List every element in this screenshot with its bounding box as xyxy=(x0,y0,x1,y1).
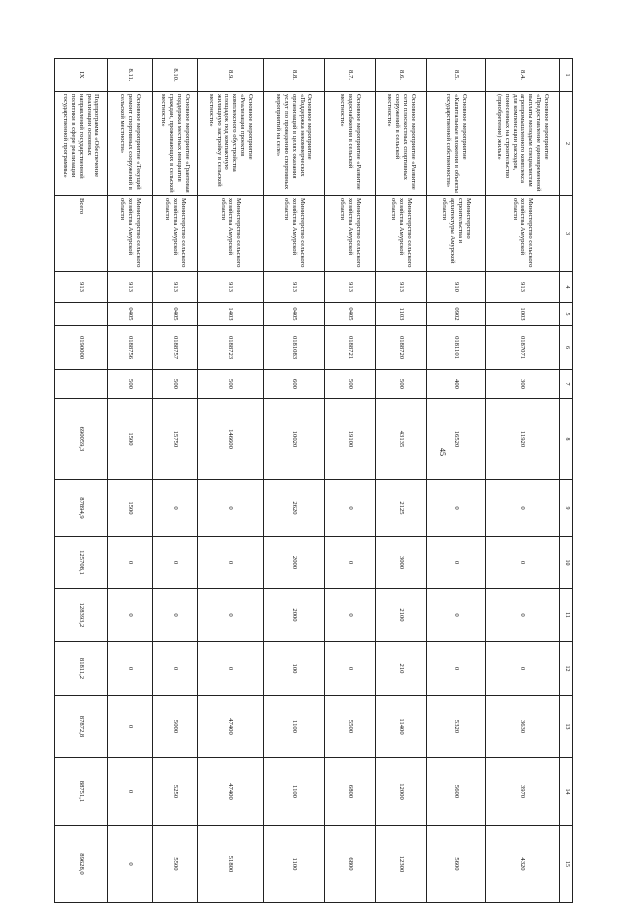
cell: 0 xyxy=(198,480,264,537)
cell: 0181101 xyxy=(427,326,486,370)
cell: 88751,1 xyxy=(55,758,108,826)
measure-name: Основное мероприятие «Капитальные вложения в объекты государственной собственности» xyxy=(427,92,486,196)
cell: 500 xyxy=(376,370,427,399)
cell: 500 xyxy=(108,370,153,399)
executor: Министерство сельского хозяйства Амурской области xyxy=(153,196,198,272)
cell: 913 xyxy=(55,272,108,303)
cell: 10020 xyxy=(264,399,325,480)
cell: 87872,8 xyxy=(55,696,108,758)
executor: Министерство строительства и архитектуры Амурской области xyxy=(427,196,486,272)
cell: 0405 xyxy=(153,303,198,326)
cell: 0 xyxy=(486,537,560,589)
column-number: 10 xyxy=(560,537,573,589)
cell: 0405 xyxy=(108,303,153,326)
measure-name: Основное мероприятие «Грантовая поддержка местных инициатив граждан, проживающих в сельской местности» xyxy=(153,92,198,196)
cell: 1100 xyxy=(264,758,325,826)
cell: 0 xyxy=(108,589,153,642)
cell: 0188721 xyxy=(325,326,376,370)
column-number-row xyxy=(560,59,573,903)
cell: 0181083 xyxy=(264,326,325,370)
cell: 0 xyxy=(427,642,486,696)
cell: 1103 xyxy=(376,303,427,326)
row-number: 8.10. xyxy=(153,59,198,92)
executor: Министерство сельского хозяйства Амурской области xyxy=(486,196,560,272)
cell: 100 xyxy=(264,642,325,696)
cell: 47400 xyxy=(198,696,264,758)
table-row xyxy=(486,59,560,903)
column-number: 8 xyxy=(560,399,573,480)
cell: 400 xyxy=(427,370,486,399)
cell: 913 xyxy=(264,272,325,303)
cell: 913 xyxy=(325,272,376,303)
column-number: 12 xyxy=(560,642,573,696)
table-row xyxy=(153,59,198,903)
cell: 2100 xyxy=(376,589,427,642)
cell: 0 xyxy=(198,589,264,642)
cell: 0 xyxy=(325,480,376,537)
column-number: 15 xyxy=(560,826,573,903)
cell: 500 xyxy=(198,370,264,399)
cell: 0188756 xyxy=(108,326,153,370)
cell: 4320 xyxy=(486,826,560,903)
executor: Министерство сельского хозяйства Амурской области xyxy=(376,196,427,272)
column-number: 7 xyxy=(560,370,573,399)
budget-table xyxy=(54,58,573,903)
column-number: 6 xyxy=(560,326,573,370)
cell: 0 xyxy=(325,537,376,589)
cell xyxy=(55,370,108,399)
row-number: IX xyxy=(55,59,108,92)
cell: 0 xyxy=(108,826,153,903)
measure-name: Основное мероприятие «Предоставление единовременной выплаты молодым специалистам агропромышленного комплекса для компенсации расходов, понесенных на строительство (приобретение) жилья» xyxy=(486,92,560,196)
cell: 0 xyxy=(153,537,198,589)
cell: 6800 xyxy=(325,826,376,903)
measure-name: Основное мероприятие «Реализация проектов комплексного обустройства площадок под компактную жилищную застройку в сельской местности» xyxy=(198,92,264,196)
cell: 1500 xyxy=(108,399,153,480)
cell: 0 xyxy=(325,642,376,696)
cell: 0188723 xyxy=(198,326,264,370)
executor: Всего xyxy=(55,196,108,272)
cell: 0 xyxy=(198,537,264,589)
cell: 600 xyxy=(264,370,325,399)
table-row xyxy=(108,59,153,903)
cell: 913 xyxy=(198,272,264,303)
cell: 81811,2 xyxy=(55,642,108,696)
cell: 1500 xyxy=(108,480,153,537)
row-number: 8.7. xyxy=(325,59,376,92)
cell: 0 xyxy=(486,480,560,537)
row-number: 8.11. xyxy=(108,59,153,92)
column-number: 1 xyxy=(560,59,573,92)
cell: 910 xyxy=(427,272,486,303)
cell: 47400 xyxy=(198,758,264,826)
cell: 0902 xyxy=(427,303,486,326)
cell: 5500 xyxy=(325,696,376,758)
table-row xyxy=(55,59,108,903)
cell: 2125 xyxy=(376,480,427,537)
cell: 0190000 xyxy=(55,326,108,370)
cell: 5320 xyxy=(427,696,486,758)
cell: 87894,9 xyxy=(55,480,108,537)
column-number: 2 xyxy=(560,92,573,196)
cell: 125708,1 xyxy=(55,537,108,589)
cell: 6800 xyxy=(325,758,376,826)
cell: 89628,0 xyxy=(55,826,108,903)
cell: 51800 xyxy=(198,826,264,903)
cell: 2620 xyxy=(264,480,325,537)
cell: 0 xyxy=(486,642,560,696)
cell: 12300 xyxy=(376,826,427,903)
cell: 0 xyxy=(325,589,376,642)
row-number: 8.6. xyxy=(376,59,427,92)
cell: 5600 xyxy=(427,826,486,903)
measure-name: Основное мероприятие «Развитие водоснабжения в сельской местности» xyxy=(325,92,376,196)
cell: 690059,3 xyxy=(55,399,108,480)
measure-name: Подпрограмма «Обеспечение реализации основных направлений государственной политики в сфере реализации государственной программы» xyxy=(55,92,108,196)
cell: 43135 xyxy=(376,399,427,480)
cell: 0 xyxy=(427,480,486,537)
executor: Министерство сельского хозяйства Амурской области xyxy=(264,196,325,272)
cell: 0 xyxy=(108,537,153,589)
row-number: 8.8. xyxy=(264,59,325,92)
cell: 1403 xyxy=(198,303,264,326)
table-row xyxy=(325,59,376,903)
table-row xyxy=(198,59,264,903)
column-number: 3 xyxy=(560,196,573,272)
cell: 5250 xyxy=(153,758,198,826)
rotated-table-container xyxy=(57,58,573,902)
cell: 0 xyxy=(108,758,153,826)
measure-name: Основное мероприятие «Поддержка некоммерческих организаций в целях оказания услуг по проведению спортивных мероприятий на селе» xyxy=(264,92,325,196)
cell: 0 xyxy=(153,642,198,696)
cell: 1003 xyxy=(486,303,560,326)
cell: 146600 xyxy=(198,399,264,480)
cell: 11920 xyxy=(486,399,560,480)
table-row xyxy=(427,59,486,903)
cell: 0 xyxy=(486,589,560,642)
table-row xyxy=(376,59,427,903)
cell: 5500 xyxy=(153,826,198,903)
executor: Министерство сельского хозяйства Амурской области xyxy=(325,196,376,272)
cell: 500 xyxy=(153,370,198,399)
cell: 5000 xyxy=(153,696,198,758)
cell: 913 xyxy=(153,272,198,303)
cell: 2000 xyxy=(264,537,325,589)
cell: 0 xyxy=(427,589,486,642)
cell: 0188757 xyxy=(153,326,198,370)
cell: 0188720 xyxy=(376,326,427,370)
column-number: 5 xyxy=(560,303,573,326)
executor: Министерство сельского хозяйства Амурской области xyxy=(108,196,153,272)
cell: 3630 xyxy=(486,696,560,758)
cell: 2000 xyxy=(264,589,325,642)
cell: 12000 xyxy=(376,758,427,826)
cell: 0 xyxy=(153,589,198,642)
row-number: 8.4. xyxy=(486,59,560,92)
cell xyxy=(55,303,108,326)
cell: 11400 xyxy=(376,696,427,758)
cell: 210 xyxy=(376,642,427,696)
cell: 5600 xyxy=(427,758,486,826)
cell: 1100 xyxy=(264,696,325,758)
measure-name: Основное мероприятие «Текущий ремонт спортивных сооружений в сельской местности» xyxy=(108,92,153,196)
executor: Министерство сельского хозяйства Амурской области xyxy=(198,196,264,272)
column-number: 14 xyxy=(560,758,573,826)
cell: 0 xyxy=(198,642,264,696)
cell: 15750 xyxy=(153,399,198,480)
cell: 3000 xyxy=(376,537,427,589)
cell: 0 xyxy=(427,537,486,589)
cell: 0 xyxy=(108,696,153,758)
column-number: 4 xyxy=(560,272,573,303)
cell: 16520 xyxy=(427,399,486,480)
cell: 913 xyxy=(108,272,153,303)
row-number: 8.5. xyxy=(427,59,486,92)
cell: 0187071 xyxy=(486,326,560,370)
cell: 913 xyxy=(486,272,560,303)
table-row xyxy=(264,59,325,903)
cell: 300 xyxy=(486,370,560,399)
page-number: 45 xyxy=(438,448,447,456)
cell: 913 xyxy=(376,272,427,303)
cell: 500 xyxy=(325,370,376,399)
cell: 0405 xyxy=(325,303,376,326)
cell: 0 xyxy=(108,642,153,696)
measure-name: Основное мероприятие «Развитие сети плоскостных спортивных сооружений в сельской местности» xyxy=(376,92,427,196)
row-number: 8.9. xyxy=(198,59,264,92)
cell: 3970 xyxy=(486,758,560,826)
column-number: 11 xyxy=(560,589,573,642)
column-number: 13 xyxy=(560,696,573,758)
column-number: 9 xyxy=(560,480,573,537)
cell: 0 xyxy=(153,480,198,537)
cell: 19100 xyxy=(325,399,376,480)
cell: 0405 xyxy=(264,303,325,326)
cell: 1100 xyxy=(264,826,325,903)
cell: 128393,2 xyxy=(55,589,108,642)
